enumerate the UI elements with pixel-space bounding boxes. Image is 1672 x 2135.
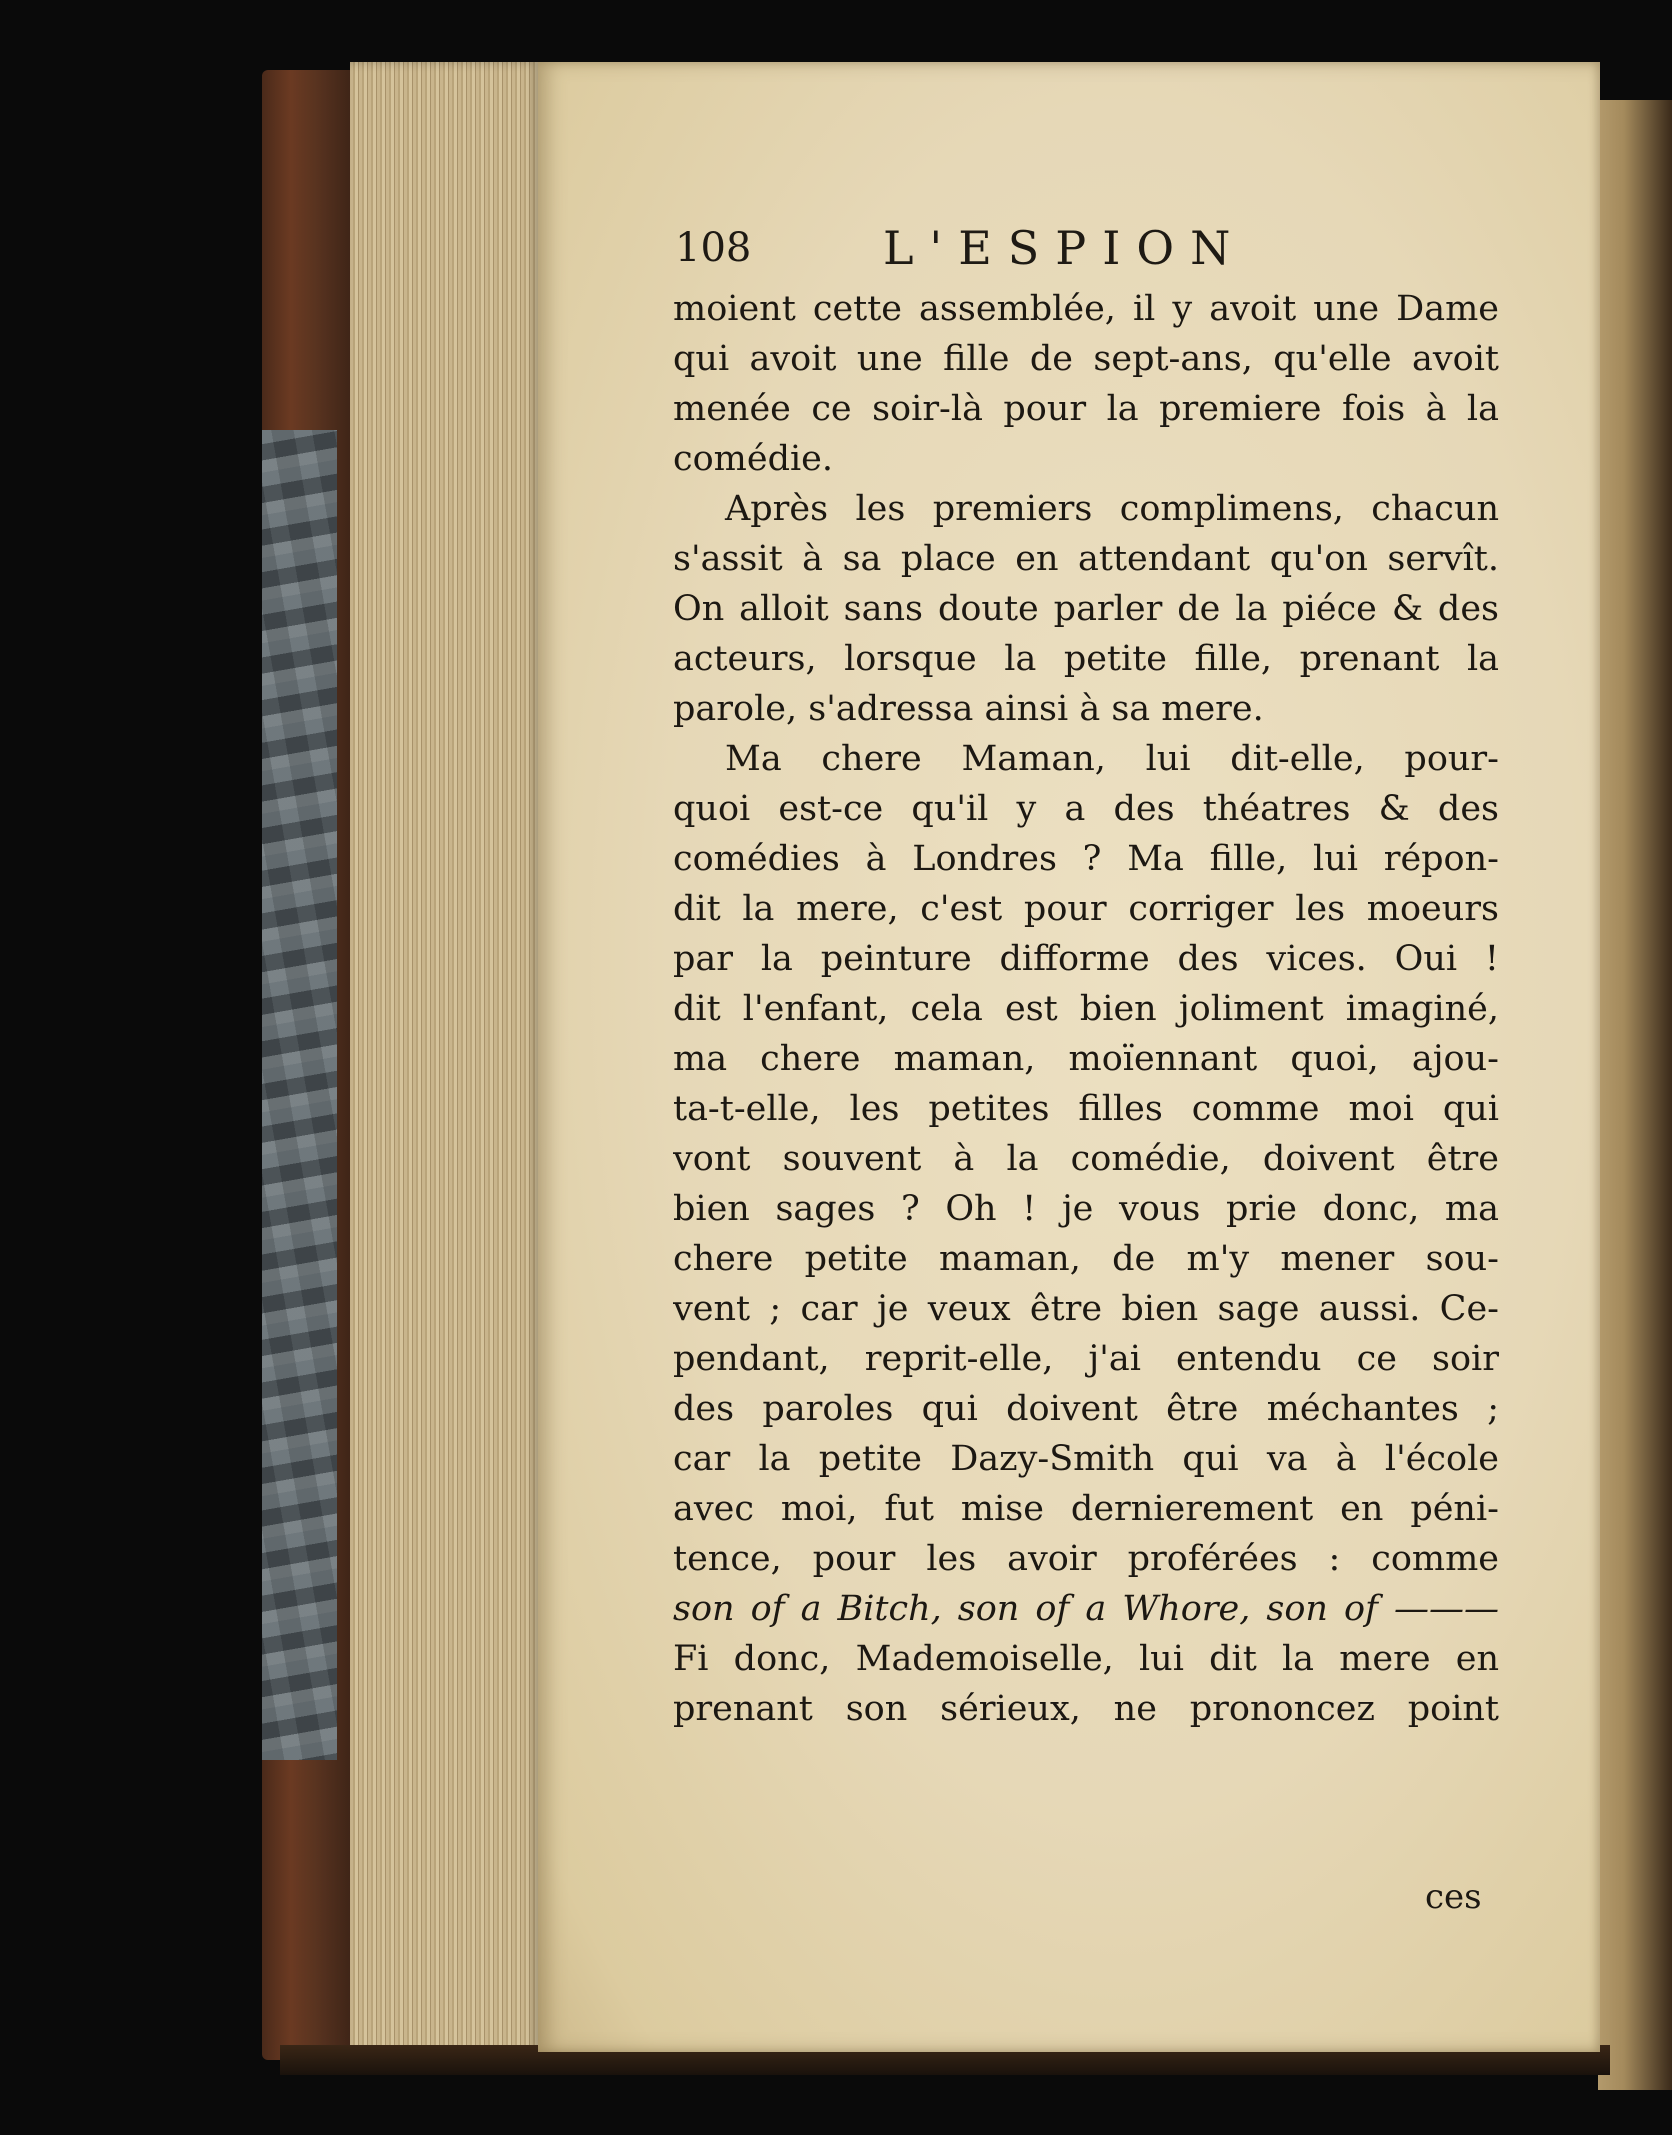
text-line: ta-t-elle, les petites filles comme moi qui (673, 1089, 1499, 1129)
text-line: tence, pour les avoir proférées : comme (673, 1539, 1499, 1579)
text-line-italic: son of a Bitch, son of a Whore, son of ——— (673, 1589, 1499, 1629)
text-line: parole, s'adressa ainsi à sa mere. (673, 689, 1264, 729)
text-line: prenant son sérieux, ne prononcez point (673, 1689, 1499, 1729)
facing-page-edge (1598, 100, 1672, 2090)
text-line: Ma chere Maman, lui dit-elle, pour- (725, 739, 1499, 779)
text-line: acteurs, lorsque la petite fille, prenant la (673, 639, 1499, 679)
page-header (675, 218, 1495, 278)
text-line: dit la mere, c'est pour corriger les moeurs (673, 889, 1499, 929)
text-line: bien sages ? Oh ! je vous prie donc, ma (673, 1189, 1499, 1229)
text-line: vont souvent à la comédie, doivent être (673, 1139, 1499, 1179)
text-line: Fi donc, Mademoiselle, lui dit la mere en (673, 1639, 1499, 1679)
text-line: On alloit sans doute parler de la piéce & des (673, 589, 1499, 629)
text-line: dit l'enfant, cela est bien joliment imaginé, (673, 989, 1499, 1029)
text-line: des paroles qui doivent être méchantes ; (673, 1389, 1499, 1429)
running-head: L'ESPION (883, 221, 1247, 275)
book-page (538, 62, 1600, 2052)
page-stack-edge (350, 62, 540, 2062)
text-line: moient cette assemblée, il y avoit une Dame (673, 289, 1499, 329)
text-line: chere petite maman, de m'y mener sou- (673, 1239, 1499, 1279)
text-line: s'assit à sa place en attendant qu'on servît. (673, 539, 1499, 579)
page-body-text (673, 284, 1499, 1734)
text-line: comédies à Londres ? Ma fille, lui répon- (673, 839, 1499, 879)
text-line: quoi est-ce qu'il y a des théatres & des (673, 789, 1499, 829)
text-line: comédie. (673, 439, 834, 479)
marbled-board (262, 430, 337, 1760)
text-line: ma chere maman, moïennant quoi, ajou- (673, 1039, 1499, 1079)
text-line: par la peinture difforme des vices. Oui ! (673, 939, 1499, 979)
text-line: Après les premiers complimens, chacun (725, 489, 1499, 529)
text-line: vent ; car je veux être bien sage aussi. Ce- (673, 1289, 1499, 1329)
page-number: 108 (675, 225, 752, 271)
text-line: avec moi, fut mise dernierement en péni- (673, 1489, 1499, 1529)
catchword: ces (1425, 1877, 1482, 1917)
text-line: menée ce soir-là pour la premiere fois à la (673, 389, 1499, 429)
text-line: car la petite Dazy-Smith qui va à l'école (673, 1439, 1499, 1479)
text-line: pendant, reprit-elle, j'ai entendu ce soir (673, 1339, 1499, 1379)
text-line: qui avoit une fille de sept-ans, qu'elle avoit (673, 339, 1499, 379)
